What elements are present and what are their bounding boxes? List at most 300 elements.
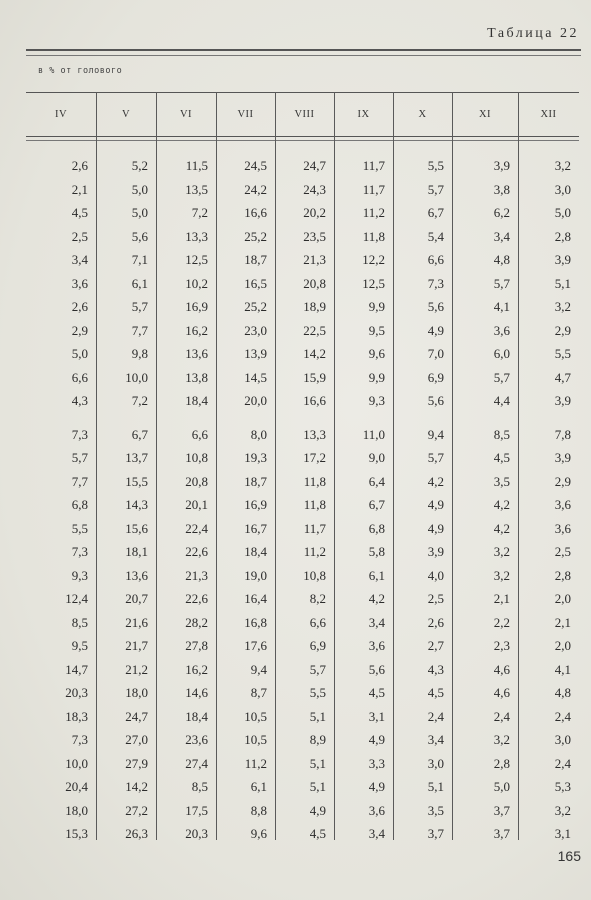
table-cell: 12,4 bbox=[65, 591, 88, 606]
table-cell: 27,9 bbox=[125, 755, 148, 771]
table-cell: 14,6 bbox=[185, 685, 208, 700]
table-cell: 9,6 bbox=[368, 346, 385, 361]
column-header: X bbox=[418, 108, 427, 120]
table-cell: 11,8 bbox=[362, 228, 385, 244]
table-cell: 15,3 bbox=[65, 826, 88, 841]
table-cell: 6,9 bbox=[427, 369, 444, 385]
table-cell: 13,5 bbox=[185, 181, 208, 197]
table-cell: 25,2 bbox=[244, 228, 267, 244]
row-group-gap bbox=[452, 413, 518, 423]
table-cell: 3,2 bbox=[493, 732, 510, 747]
table-column-v bbox=[96, 92, 156, 840]
table-cell: 4,3 bbox=[427, 661, 444, 677]
table-cell: 2,8 bbox=[493, 755, 510, 771]
table-cell: 7,1 bbox=[131, 252, 148, 267]
table-cell: 16,6 bbox=[303, 393, 326, 408]
table-cell: 5,4 bbox=[427, 228, 444, 244]
table-column-xi bbox=[452, 92, 518, 840]
table-cell: 27,2 bbox=[125, 802, 148, 818]
table-cell: 24,7 bbox=[303, 158, 326, 173]
table-cell: 4,3 bbox=[71, 393, 88, 408]
table-cell: 11,2 bbox=[244, 755, 267, 771]
column-header: IV bbox=[54, 108, 68, 120]
table-column-vii bbox=[216, 92, 275, 840]
table-cell: 13,9 bbox=[244, 346, 267, 361]
table-cell: 3,0 bbox=[427, 755, 444, 771]
table-cell: 15,9 bbox=[303, 369, 326, 385]
table-cell: 13,6 bbox=[125, 567, 148, 583]
table-cell: 19,3 bbox=[244, 450, 267, 465]
table-cell: 9,9 bbox=[368, 369, 385, 385]
table-cell: 17,6 bbox=[244, 638, 267, 653]
table-cell: 11,7 bbox=[362, 181, 385, 197]
table-cell: 14,7 bbox=[65, 661, 88, 677]
table-cell: 3,9 bbox=[493, 158, 510, 173]
table-cell: 9,3 bbox=[71, 567, 88, 583]
column-header: V bbox=[121, 108, 131, 120]
table-cell: 28,2 bbox=[185, 614, 208, 630]
table-cell: 11,2 bbox=[362, 205, 385, 220]
table-cell: 3,5 bbox=[493, 473, 510, 489]
table-cell: 6,6 bbox=[309, 614, 326, 630]
table-cell: 10,0 bbox=[65, 755, 88, 771]
table-cell: 15,5 bbox=[125, 473, 148, 489]
table-cell: 6,7 bbox=[368, 497, 385, 512]
table-cell: 5,1 bbox=[309, 779, 326, 794]
table-cell: 16,8 bbox=[244, 614, 267, 630]
table-cell: 12,5 bbox=[362, 275, 385, 291]
table-cell: 5,7 bbox=[493, 369, 510, 385]
table-cell: 3,4 bbox=[493, 228, 510, 244]
table-cell: 5,0 bbox=[131, 205, 148, 220]
table-cell: 9,4 bbox=[250, 661, 267, 677]
table-cell: 5,8 bbox=[368, 544, 385, 559]
table-cell: 2,8 bbox=[554, 567, 571, 583]
table-cell: 5,0 bbox=[131, 181, 148, 197]
table-cell: 23,6 bbox=[185, 732, 208, 747]
table-cell: 2,7 bbox=[427, 638, 444, 653]
table-cell: 4,0 bbox=[427, 567, 444, 583]
table-cell: 11,2 bbox=[303, 544, 326, 559]
table-cell: 4,8 bbox=[493, 252, 510, 267]
table-cell: 18,7 bbox=[244, 252, 267, 267]
column-cells bbox=[518, 154, 579, 846]
table-cell: 5,6 bbox=[368, 661, 385, 677]
table-cell: 9,5 bbox=[368, 322, 385, 338]
table-cell: 2,9 bbox=[554, 473, 571, 489]
table-cell: 2,1 bbox=[493, 591, 510, 606]
table-cell: 3,6 bbox=[493, 322, 510, 338]
title-rule bbox=[26, 49, 581, 56]
table-cell: 3,9 bbox=[427, 544, 444, 559]
table-cell: 3,4 bbox=[368, 614, 385, 630]
column-cells bbox=[26, 154, 96, 846]
table-cell: 16,2 bbox=[185, 322, 208, 338]
table-cell: 3,6 bbox=[368, 638, 385, 653]
table-cell: 5,1 bbox=[427, 779, 444, 794]
table-cell: 3,9 bbox=[554, 450, 571, 465]
table-cell: 5,7 bbox=[427, 181, 444, 197]
table-cell: 16,4 bbox=[244, 591, 267, 606]
table-column-viii bbox=[275, 92, 334, 840]
table-column-x bbox=[393, 92, 452, 840]
row-group-gap bbox=[96, 413, 156, 423]
table-cell: 4,5 bbox=[71, 205, 88, 220]
table-cell: 3,7 bbox=[427, 826, 444, 841]
row-group-gap bbox=[334, 413, 393, 423]
table-cell: 6,4 bbox=[368, 473, 385, 489]
table-cell: 21,3 bbox=[185, 567, 208, 583]
table-cell: 3,5 bbox=[427, 802, 444, 818]
table-cell: 14,2 bbox=[303, 346, 326, 361]
table-cell: 2,4 bbox=[493, 708, 510, 724]
table-title: Таблица 22 bbox=[487, 26, 579, 41]
table-cell: 2,1 bbox=[554, 614, 571, 630]
table-cell: 2,4 bbox=[427, 708, 444, 724]
table-cell: 9,6 bbox=[250, 826, 267, 841]
table-cell: 11,8 bbox=[303, 497, 326, 512]
table-cell: 12,2 bbox=[362, 252, 385, 267]
column-header: XII bbox=[540, 108, 557, 120]
column-cells bbox=[393, 154, 452, 846]
table-cell: 13,8 bbox=[185, 369, 208, 385]
table-cell: 8,5 bbox=[191, 779, 208, 794]
table-cell: 2,8 bbox=[554, 228, 571, 244]
table-cell: 4,2 bbox=[427, 473, 444, 489]
table-cell: 2,1 bbox=[71, 181, 88, 197]
table-cell: 18,1 bbox=[125, 544, 148, 559]
table-cell: 6,2 bbox=[493, 205, 510, 220]
table-cell: 5,7 bbox=[131, 299, 148, 314]
table-cell: 3,2 bbox=[554, 299, 571, 314]
column-cells bbox=[96, 154, 156, 846]
table-cell: 3,9 bbox=[554, 393, 571, 408]
table-cell: 8,8 bbox=[250, 802, 267, 818]
table-cell: 15,6 bbox=[125, 520, 148, 536]
table-cell: 8,0 bbox=[250, 426, 267, 442]
column-cells bbox=[452, 154, 518, 846]
table-cell: 22,6 bbox=[185, 544, 208, 559]
table-cell: 14,5 bbox=[244, 369, 267, 385]
table-cell: 2,0 bbox=[554, 638, 571, 653]
table-cell: 10,8 bbox=[303, 567, 326, 583]
table-cell: 9,8 bbox=[131, 346, 148, 361]
table-cell: 5,1 bbox=[309, 708, 326, 724]
table-cell: 7,3 bbox=[71, 732, 88, 747]
table-cell: 11,7 bbox=[362, 158, 385, 173]
table-cell: 6,0 bbox=[493, 346, 510, 361]
table-cell: 2,2 bbox=[493, 614, 510, 630]
table-cell: 4,5 bbox=[309, 826, 326, 841]
table-cell: 10,5 bbox=[244, 708, 267, 724]
row-group-gap bbox=[393, 413, 452, 423]
table-cell: 4,2 bbox=[493, 520, 510, 536]
column-header: IX bbox=[357, 108, 370, 120]
table-cell: 27,8 bbox=[185, 638, 208, 653]
table-cell: 3,2 bbox=[493, 567, 510, 583]
table-cell: 6,7 bbox=[427, 205, 444, 220]
page-number: 165 bbox=[557, 848, 581, 864]
table-cell: 10,0 bbox=[125, 369, 148, 385]
table-cell: 8,9 bbox=[309, 732, 326, 747]
table-cell: 21,7 bbox=[125, 638, 148, 653]
table-cell: 9,9 bbox=[368, 299, 385, 314]
table-cell: 9,3 bbox=[368, 393, 385, 408]
table-cell: 5,7 bbox=[427, 450, 444, 465]
table-cell: 3,8 bbox=[493, 181, 510, 197]
row-group-gap bbox=[26, 413, 96, 423]
table-cell: 4,2 bbox=[368, 591, 385, 606]
table-cell: 7,7 bbox=[71, 473, 88, 489]
data-table bbox=[26, 92, 579, 840]
table-cell: 12,5 bbox=[185, 252, 208, 267]
table-cell: 4,6 bbox=[493, 661, 510, 677]
table-cell: 4,5 bbox=[368, 685, 385, 700]
table-cell: 27,0 bbox=[125, 732, 148, 747]
table-cell: 22,5 bbox=[303, 322, 326, 338]
table-column-iv bbox=[26, 92, 96, 840]
table-cell: 14,3 bbox=[125, 497, 148, 512]
table-cell: 20,4 bbox=[65, 779, 88, 794]
row-group-gap bbox=[275, 413, 334, 423]
table-cell: 5,5 bbox=[71, 520, 88, 536]
table-cell: 2,4 bbox=[554, 708, 571, 724]
table-cell: 5,1 bbox=[554, 275, 571, 291]
table-cell: 4,8 bbox=[554, 685, 571, 700]
table-cell: 18,3 bbox=[65, 708, 88, 724]
table-cell: 3,4 bbox=[368, 826, 385, 841]
table-cell: 4,1 bbox=[554, 661, 571, 677]
table-cell: 20,7 bbox=[125, 591, 148, 606]
table-cell: 20,8 bbox=[303, 275, 326, 291]
row-group-gap bbox=[216, 413, 275, 423]
table-cell: 23,5 bbox=[303, 228, 326, 244]
table-cell: 9,5 bbox=[71, 638, 88, 653]
table-cell: 2,0 bbox=[554, 591, 571, 606]
table-cell: 5,7 bbox=[493, 275, 510, 291]
table-cell: 21,6 bbox=[125, 614, 148, 630]
table-cell: 5,2 bbox=[131, 158, 148, 173]
table-cell: 10,2 bbox=[185, 275, 208, 291]
table-cell: 3,2 bbox=[554, 802, 571, 818]
table-cell: 5,0 bbox=[493, 779, 510, 794]
table-cell: 11,8 bbox=[303, 473, 326, 489]
table-cell: 27,4 bbox=[185, 755, 208, 771]
table-cell: 6,6 bbox=[191, 426, 208, 442]
table-cell: 6,6 bbox=[71, 369, 88, 385]
table-cell: 16,9 bbox=[185, 299, 208, 314]
table-cell: 22,6 bbox=[185, 591, 208, 606]
table-cell: 3,3 bbox=[368, 755, 385, 771]
column-cells bbox=[216, 154, 275, 846]
table-cell: 8,5 bbox=[71, 614, 88, 630]
table-cell: 2,6 bbox=[427, 614, 444, 630]
table-cell: 9,4 bbox=[427, 426, 444, 442]
table-cell: 3,0 bbox=[554, 732, 571, 747]
table-cell: 10,8 bbox=[185, 450, 208, 465]
table-cell: 13,3 bbox=[185, 228, 208, 244]
table-cell: 2,4 bbox=[554, 755, 571, 771]
table-cell: 11,7 bbox=[303, 520, 326, 536]
table-cell: 18,0 bbox=[65, 802, 88, 818]
table-cell: 7,3 bbox=[71, 544, 88, 559]
table-cell: 3,6 bbox=[554, 497, 571, 512]
table-cell: 25,2 bbox=[244, 299, 267, 314]
table-cell: 20,3 bbox=[65, 685, 88, 700]
table-cell: 5,0 bbox=[71, 346, 88, 361]
table-cell: 7,2 bbox=[191, 205, 208, 220]
table-cell: 5,1 bbox=[309, 755, 326, 771]
table-cell: 2,5 bbox=[71, 228, 88, 244]
table-cell: 2,9 bbox=[71, 322, 88, 338]
table-cell: 16,9 bbox=[244, 497, 267, 512]
column-cells bbox=[275, 154, 334, 846]
table-cell: 5,6 bbox=[427, 299, 444, 314]
table-cell: 2,6 bbox=[71, 299, 88, 314]
table-cell: 3,1 bbox=[368, 708, 385, 724]
unit-note: в % от голового bbox=[38, 66, 123, 76]
table-cell: 4,2 bbox=[493, 497, 510, 512]
table-cell: 26,3 bbox=[125, 826, 148, 841]
table-cell: 16,7 bbox=[244, 520, 267, 536]
column-header: VII bbox=[237, 108, 254, 120]
table-cell: 2,5 bbox=[427, 591, 444, 606]
table-cell: 4,9 bbox=[309, 802, 326, 818]
table-cell: 3,6 bbox=[368, 802, 385, 818]
table-cell: 2,9 bbox=[554, 322, 571, 338]
table-cell: 11,0 bbox=[362, 426, 385, 442]
table-cell: 20,8 bbox=[185, 473, 208, 489]
table-cell: 11,5 bbox=[185, 158, 208, 173]
table-cell: 6,8 bbox=[71, 497, 88, 512]
table-cell: 5,5 bbox=[309, 685, 326, 700]
row-group-gap bbox=[518, 413, 579, 423]
table-cell: 4,1 bbox=[493, 299, 510, 314]
table-cell: 4,7 bbox=[554, 369, 571, 385]
table-cell: 4,6 bbox=[493, 685, 510, 700]
table-cell: 13,6 bbox=[185, 346, 208, 361]
table-cell: 3,0 bbox=[554, 181, 571, 197]
table-cell: 18,4 bbox=[185, 708, 208, 724]
table-cell: 2,6 bbox=[71, 158, 88, 173]
table-cell: 7,8 bbox=[554, 426, 571, 442]
table-cell: 14,2 bbox=[125, 779, 148, 794]
table-cell: 6,1 bbox=[131, 275, 148, 291]
table-cell: 4,9 bbox=[368, 779, 385, 794]
table-cell: 22,4 bbox=[185, 520, 208, 536]
column-cells bbox=[156, 154, 216, 846]
table-cell: 7,3 bbox=[427, 275, 444, 291]
table-cell: 4,9 bbox=[427, 322, 444, 338]
table-cell: 23,0 bbox=[244, 322, 267, 338]
table-cell: 6,6 bbox=[427, 252, 444, 267]
table-cell: 18,4 bbox=[244, 544, 267, 559]
table-cell: 6,7 bbox=[131, 426, 148, 442]
table-cell: 5,3 bbox=[554, 779, 571, 794]
table-column-vi bbox=[156, 92, 216, 840]
table-cell: 6,8 bbox=[368, 520, 385, 536]
table-cell: 3,4 bbox=[71, 252, 88, 267]
table-cell: 20,0 bbox=[244, 393, 267, 408]
table-cell: 24,2 bbox=[244, 181, 267, 197]
table-cell: 6,1 bbox=[368, 567, 385, 583]
column-cells bbox=[334, 154, 393, 846]
table-cell: 18,7 bbox=[244, 473, 267, 489]
table-cell: 5,7 bbox=[309, 661, 326, 677]
table-cell: 5,5 bbox=[554, 346, 571, 361]
table-cell: 18,0 bbox=[125, 685, 148, 700]
table-cell: 4,9 bbox=[368, 732, 385, 747]
table-cell: 8,7 bbox=[250, 685, 267, 700]
table-cell: 24,3 bbox=[303, 181, 326, 197]
table-cell: 3,4 bbox=[427, 732, 444, 747]
table-cell: 2,5 bbox=[554, 544, 571, 559]
table-cell: 3,7 bbox=[493, 802, 510, 818]
table-cell: 20,3 bbox=[185, 826, 208, 841]
table-cell: 7,7 bbox=[131, 322, 148, 338]
column-header: XI bbox=[478, 108, 492, 120]
table-cell: 3,2 bbox=[554, 158, 571, 173]
table-cell: 5,0 bbox=[554, 205, 571, 220]
table-cell: 6,9 bbox=[309, 638, 326, 653]
table-cell: 13,7 bbox=[125, 450, 148, 465]
table-cell: 6,1 bbox=[250, 779, 267, 794]
table-cell: 4,5 bbox=[493, 450, 510, 465]
table-cell: 3,2 bbox=[493, 544, 510, 559]
table-cell: 7,0 bbox=[427, 346, 444, 361]
table-cell: 3,6 bbox=[71, 275, 88, 291]
table-cell: 18,4 bbox=[185, 393, 208, 408]
table-cell: 13,3 bbox=[303, 426, 326, 442]
table-cell: 21,2 bbox=[125, 661, 148, 677]
table-cell: 4,9 bbox=[427, 520, 444, 536]
table-cell: 16,6 bbox=[244, 205, 267, 220]
table-cell: 5,7 bbox=[71, 450, 88, 465]
table-cell: 3,1 bbox=[554, 826, 571, 841]
table-cell: 3,7 bbox=[493, 826, 510, 841]
table-cell: 10,5 bbox=[244, 732, 267, 747]
table-cell: 24,7 bbox=[125, 708, 148, 724]
table-cell: 8,5 bbox=[493, 426, 510, 442]
table-cell: 9,0 bbox=[368, 450, 385, 465]
row-group-gap bbox=[156, 413, 216, 423]
table-cell: 24,5 bbox=[244, 158, 267, 173]
table-cell: 4,4 bbox=[493, 393, 510, 408]
table-cell: 20,1 bbox=[185, 497, 208, 512]
table-cell: 3,6 bbox=[554, 520, 571, 536]
table-cell: 2,3 bbox=[493, 638, 510, 653]
table-cell: 20,2 bbox=[303, 205, 326, 220]
table-cell: 18,9 bbox=[303, 299, 326, 314]
table-cell: 4,9 bbox=[427, 497, 444, 512]
table-cell: 5,5 bbox=[427, 158, 444, 173]
table-cell: 5,6 bbox=[131, 228, 148, 244]
table-cell: 19,0 bbox=[244, 567, 267, 583]
table-cell: 16,2 bbox=[185, 661, 208, 677]
table-cell: 8,2 bbox=[309, 591, 326, 606]
column-header: VIII bbox=[294, 108, 315, 120]
table-cell: 5,6 bbox=[427, 393, 444, 408]
table-column-ix bbox=[334, 92, 393, 840]
table-column-xii bbox=[518, 92, 579, 840]
table-cell: 17,5 bbox=[185, 802, 208, 818]
table-cell: 3,9 bbox=[554, 252, 571, 267]
table-cell: 4,5 bbox=[427, 685, 444, 700]
table-cell: 7,2 bbox=[131, 393, 148, 408]
table-cell: 21,3 bbox=[303, 252, 326, 267]
column-header: VI bbox=[179, 108, 193, 120]
table-cell: 7,3 bbox=[71, 426, 88, 442]
